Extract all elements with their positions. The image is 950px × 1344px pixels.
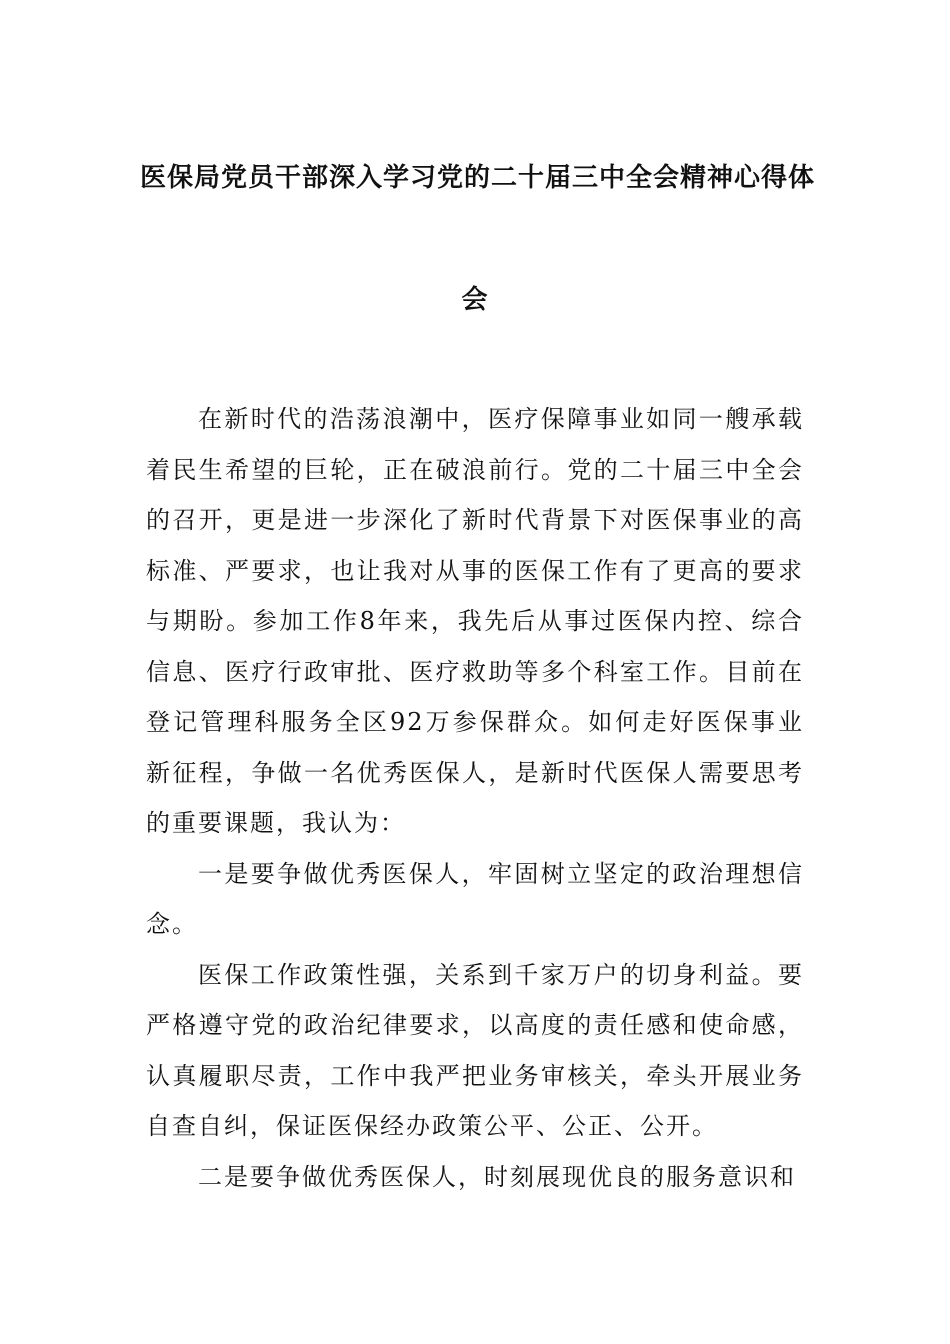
document-title-line-2: 会	[461, 285, 489, 315]
paragraph-intro: 在新时代的浩荡浪潮中，医疗保障事业如同一艘承载着民生希望的巨轮，正在破浪前行。党的二十届三中全会的召开，更是进一步深化了新时代背景下对医保事业的高标准、严要求，也让我对从事的医保工作有了更高的要求与期盼。参加工作8年来，我先后从事过医保内控、综合信息、医疗行政审批、医疗救助等多个科室工作。目前在登记管理科服务全区92万参保群众。如何走好医保事业新征程，争做一名优秀医保人，是新时代医保人需要思考的重要课题，我认为：	[146, 405, 804, 837]
document-body	[146, 394, 804, 1202]
document-title-line-1: 医保局党员干部深入学习党的二十届三中全会精神心得体	[140, 163, 816, 193]
section-heading-2: 二是要争做优秀医保人，时刻展现优良的服务意识和	[198, 1162, 796, 1191]
paragraph-section-1: 医保工作政策性强，关系到千家万户的切身利益。要严格遵守党的政治纪律要求，以高度的责任感和使命感，认真履职尽责，工作中我严把业务审核关，牵头开展业务自查自纠，保证医保经办政策公平、公正、公开。	[146, 960, 804, 1140]
section-heading-1: 一是要争做优秀医保人，牢固树立坚定的政治理想信念。	[146, 859, 804, 938]
